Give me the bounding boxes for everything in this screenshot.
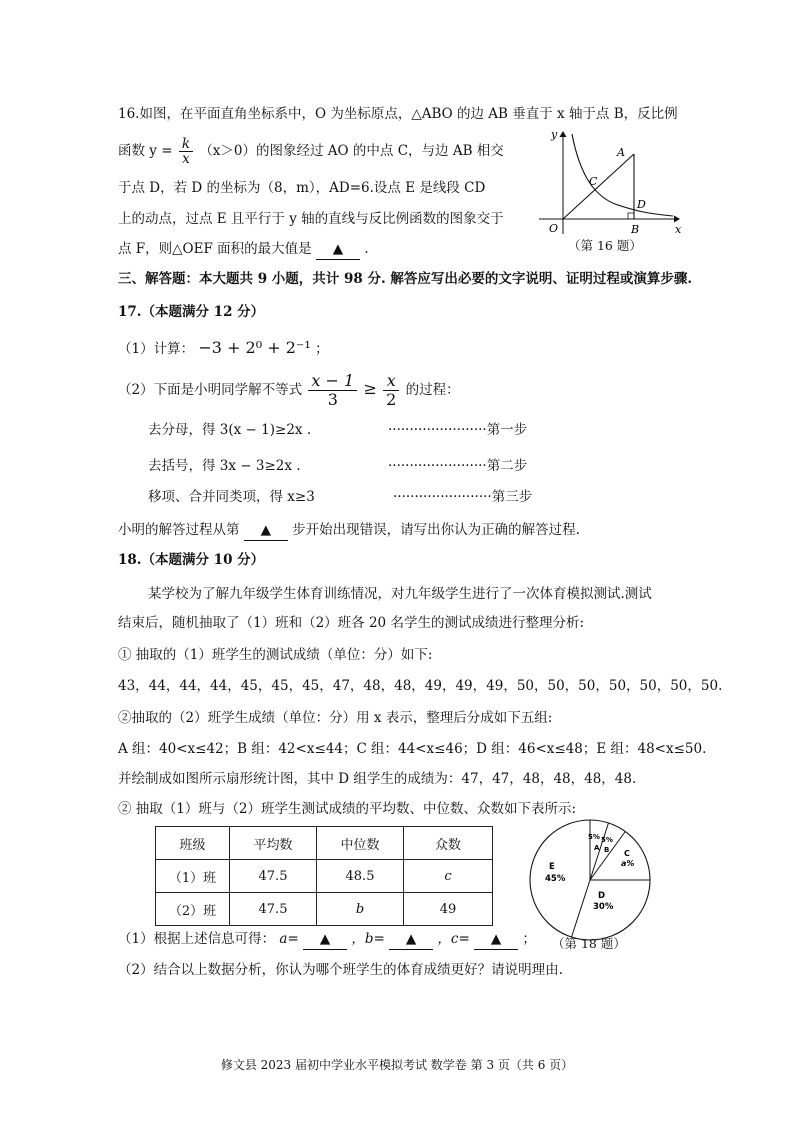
q16-frac-num: k [179, 137, 193, 152]
q17-part1 [118, 338, 329, 359]
q18-groups: A 组：40<x≤42；B 组：42<x≤44；C 组：44<x≤46；D 组：46<x≤48；E 组：48<x≤50. [118, 741, 707, 757]
q16-func-suffix: （x＞0）的图象经过 AO 的中点 C，与边 AB 相交 [199, 143, 504, 159]
q16-label-D: D [637, 198, 646, 211]
q18-pie-caption: （第 18 题） [552, 936, 626, 951]
q17-frac-left [308, 372, 357, 409]
q18-blank-a: ▲ [303, 929, 347, 950]
pie-label-A: A [594, 844, 600, 852]
q16-segment-OA [563, 154, 634, 219]
q18-heading: 18.（本题满分 10 分） [118, 552, 265, 568]
q18-s1-label: （1）根据上述信息可得： [118, 931, 276, 947]
q16-label-B: B [631, 223, 640, 236]
q17-p2-label: （2）下面是小明同学解不等式 [118, 382, 303, 398]
table-cell: （1）班 [156, 860, 230, 893]
page-footer: 修文县 2023 届初中学业水平模拟考试 数学卷 第 3 页（共 6 页） [220, 1058, 574, 1072]
table-cell: 48.5 [317, 860, 404, 893]
q16-fraction [179, 137, 193, 166]
table-header-cell: 平均数 [230, 827, 317, 860]
q18-sub-1 [118, 929, 536, 950]
q18-line-5: ②抽取的（2）班学生成绩（单位：分）用 x 表示，整理后分成如下五组: [118, 710, 553, 726]
q18-line-2: 结束后，随机抽取了（1）班和（2）班各 20 名学生的测试成绩进行整理分析: [118, 615, 584, 631]
q18-pie-chart [520, 812, 660, 942]
pie-label-E: E [549, 862, 555, 872]
q17-step-2-marker: ·······················第二步 [388, 458, 528, 474]
q18-s1-end: ； [522, 931, 536, 947]
table-header-cell: 中位数 [317, 827, 404, 860]
q17-p1-expression: −3 + 2⁰ + 2⁻¹ [198, 338, 311, 357]
q16-line-4: 上的动点，过点 E 且平行于 y 轴的直线与反比例函数的图象交于 [118, 211, 504, 227]
q16-label-x: x [675, 223, 682, 236]
q17-geq: ≥ [363, 379, 377, 398]
q17-frac1-den: 3 [327, 390, 338, 409]
table-header-row [156, 827, 493, 860]
q18-line-7: 并绘制成如图所示扇形统计图，其中 D 组学生的成绩为：47，47，48，48，48，48. [118, 771, 637, 787]
q16-label-A: A [617, 146, 625, 159]
pie-pct-D: 30% [593, 902, 614, 912]
pie-pct-B: 5% [601, 836, 613, 844]
table-cell: 47.5 [230, 860, 317, 893]
q17-conclusion-post: 步开始出现错误，请写出你认为正确的解答过程. [292, 522, 580, 538]
q16-line-5 [118, 239, 369, 260]
q18-class1-scores: 43，44，44，44，45，45，45，47，48，48，49，49，49，50，50，50，50，50，50，50. [118, 678, 723, 694]
q18-blank-c: ▲ [474, 929, 518, 950]
q18-blank-b: ▲ [389, 929, 433, 950]
section-3-heading: 三、解答题：本大题共 9 小题，共计 98 分. 解答应写出必要的文字说明、证明过程或演算步骤. [118, 271, 693, 287]
q17-step-2: 去括号，得 3x − 3≥2x . [148, 458, 301, 474]
q18-line-1: 某学校为了解九年级学生体育训练情况，对九年级学生进行了一次体育模拟测试.测试 [148, 586, 652, 602]
q17-step-3-marker: ·······················第三步 [393, 489, 533, 505]
q17-p1-label: （1）计算： [118, 341, 195, 357]
q16-figure [535, 126, 685, 238]
q17-frac2-num: x [383, 372, 399, 391]
q16-answer-blank: ▲ [316, 239, 360, 260]
q17-frac-right [383, 372, 399, 409]
pie-pct-A: 5% [588, 833, 600, 841]
table-header-cell: 众数 [404, 827, 493, 860]
table-row [156, 893, 493, 926]
q18-s1-a: a= [279, 931, 299, 947]
q17-part2 [118, 372, 460, 409]
q18-line-8: ② 抽取（1）班与（2）班学生测试成绩的平均数、中位数、众数如下表所示: [118, 801, 577, 817]
q16-label-C: C [589, 175, 598, 188]
q17-frac1-num: x − 1 [308, 372, 357, 391]
q18-line-3: ① 抽取的（1）班学生的测试成绩（单位：分）如下: [118, 647, 433, 663]
q17-p2-end: 的过程： [405, 382, 460, 398]
q16-line-2 [118, 137, 504, 166]
pie-label-B: B [604, 846, 610, 854]
q18-s1-c: ，c= [437, 931, 470, 947]
pie-label-D: D [598, 891, 606, 901]
q17-heading: 17.（本题满分 12 分） [118, 304, 265, 320]
q17-conclusion-pre: 小明的解答过程从第 [118, 522, 240, 538]
q16-figure-caption: （第 16 题） [568, 238, 642, 253]
q17-step-3: 移项、合并同类项，得 x≥3 [148, 489, 315, 505]
q18-stats-table [155, 826, 493, 926]
q16-right-angle [628, 213, 634, 219]
q17-step-1: 去分母，得 3(x − 1)≥2x . [148, 422, 312, 438]
q18-s1-b: ，b= [351, 931, 385, 947]
table-header-cell: 班级 [156, 827, 230, 860]
table-cell: 47.5 [230, 893, 317, 926]
table-cell: 49 [404, 893, 493, 926]
table-cell: c [404, 860, 493, 893]
q17-step-1-marker: ·······················第一步 [388, 422, 528, 438]
q16-line-3: 于点 D，若 D 的坐标为（8，m），AD=6.设点 E 是线段 CD [118, 180, 486, 196]
q16-line-1: 16.如图，在平面直角坐标系中，O 为坐标原点，△ABO 的边 AB 垂直于 x 轴于点 B，反比例 [118, 106, 678, 122]
q16-ask: 点 F，则△OEF 面积的最大值是 [118, 241, 312, 257]
q17-conclusion [118, 520, 580, 541]
table-row [156, 860, 493, 893]
pie-pct-C: a% [621, 859, 635, 868]
table-cell: b [317, 893, 404, 926]
q17-frac2-den: 2 [386, 390, 397, 409]
q17-answer-blank: ▲ [244, 520, 288, 541]
q16-frac-den: x [182, 151, 190, 167]
q16-func-prefix: 函数 y = [118, 143, 173, 159]
q16-label-y: y [551, 128, 558, 141]
pie-label-C: C [624, 849, 630, 858]
q18-sub-2: （2）结合以上数据分析，你认为哪个班学生的体育成绩更好？请说明理由. [118, 962, 563, 978]
q17-p1-end: ； [315, 341, 329, 357]
q16-end: . [364, 241, 369, 257]
q16-label-O: O [549, 222, 559, 235]
table-cell: （2）班 [156, 893, 230, 926]
pie-pct-E: 45% [545, 874, 566, 884]
